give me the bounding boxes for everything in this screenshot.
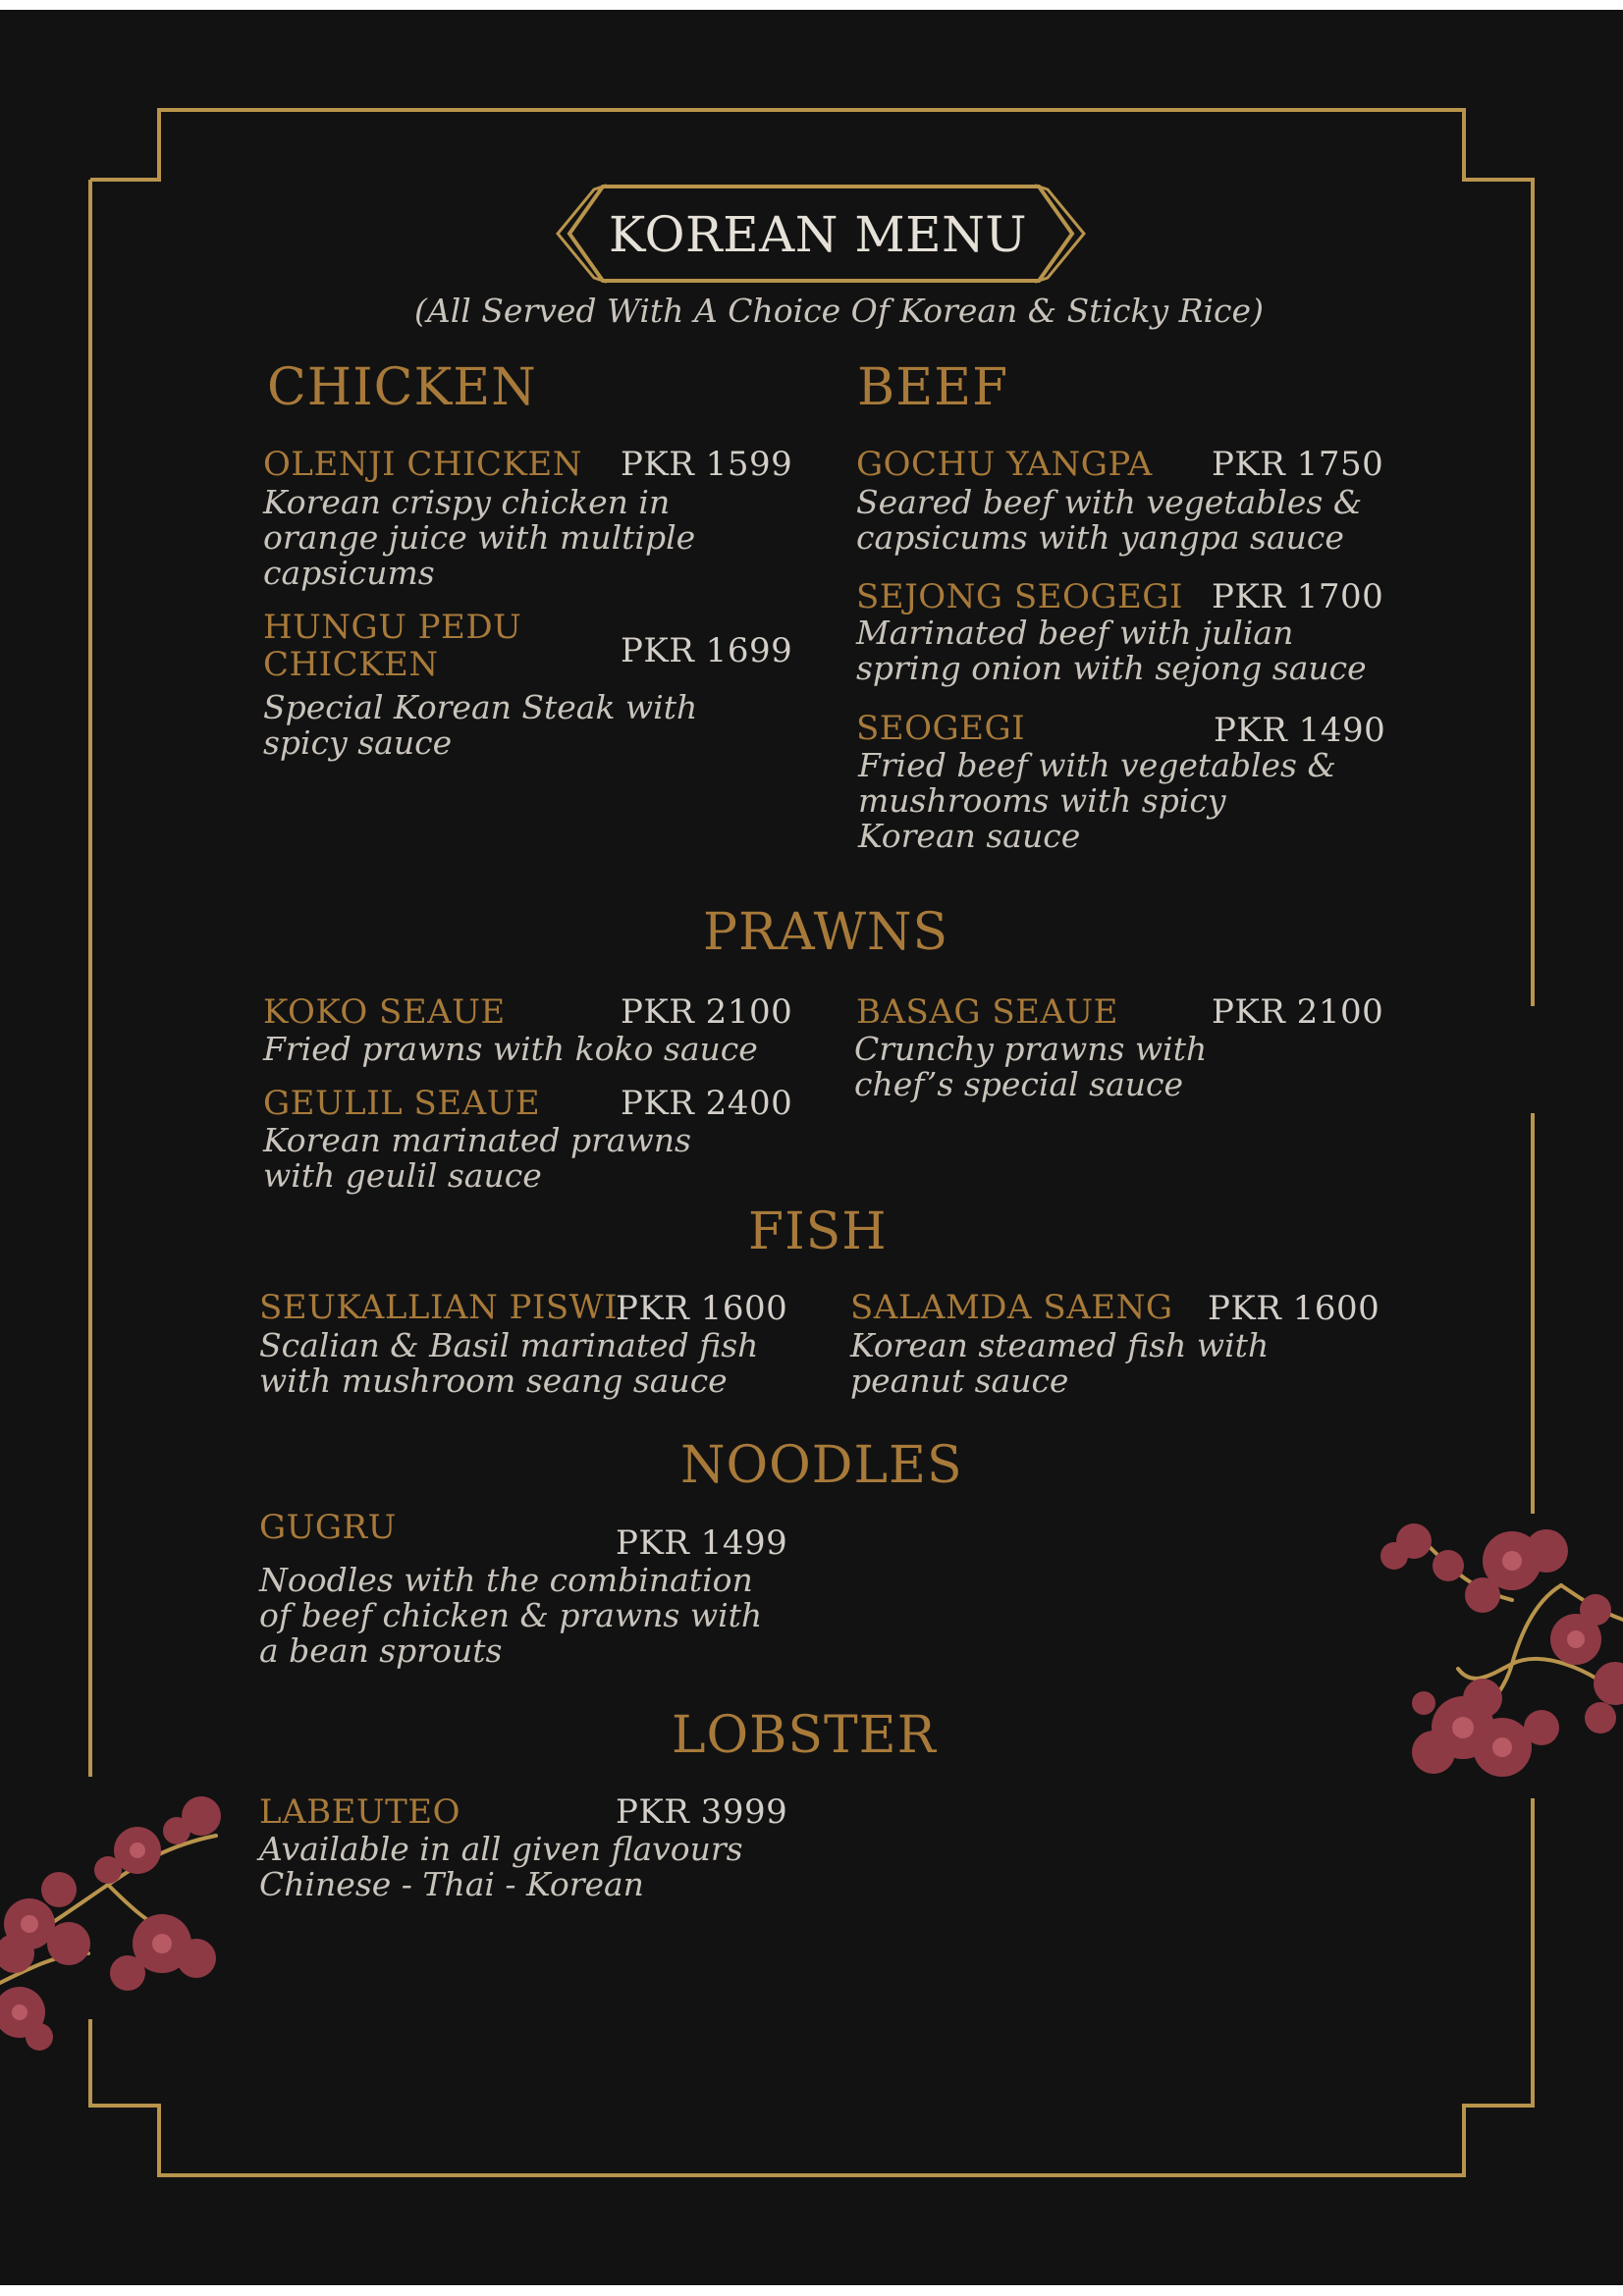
section-heading-prawns: PRAWNS — [703, 903, 949, 962]
menu-item-name: GUGRU — [259, 1508, 397, 1547]
menu-title: KOREAN MENU — [609, 206, 1027, 263]
menu-item-price: PKR 1499 — [616, 1523, 788, 1563]
menu-item-price: PKR 3999 — [616, 1792, 788, 1832]
menu-item-name: SEUKALLIAN PISWI — [259, 1288, 619, 1327]
menu-item-price: PKR 2400 — [621, 1084, 793, 1123]
menu-item-price: PKR 1699 — [621, 631, 793, 670]
menu-item-name: SEJONG SEOGEGI — [856, 577, 1183, 616]
menu-item-price: PKR 1490 — [1214, 711, 1386, 750]
section-heading-beef: BEEF — [857, 358, 1009, 417]
menu-item-description: Korean sauce — [858, 817, 1081, 855]
menu-item-name: SEOGEGI — [856, 709, 1026, 748]
menu-item-price: PKR 2100 — [621, 992, 793, 1032]
menu-item-description: Korean crispy chicken in orange juice with multiple capsicums — [263, 483, 696, 592]
menu-item-price: PKR 1599 — [621, 445, 793, 484]
menu-item-price: PKR 2100 — [1212, 992, 1384, 1032]
menu-item-name: LABEUTEO — [259, 1792, 460, 1832]
menu-item-name: HUNGU PEDU — [263, 608, 522, 647]
menu-item-description: Chinese - Thai - Korean — [259, 1865, 644, 1903]
menu-item-name: OLENJI CHICKEN — [263, 445, 582, 484]
menu-item-price: PKR 1750 — [1212, 445, 1384, 484]
section-heading-noodles: NOODLES — [680, 1436, 963, 1495]
menu-item-description: Scalian & Basil marinated fish with mushroom seang sauce — [259, 1326, 759, 1400]
menu-item-description: Available in all given flavours — [259, 1830, 743, 1868]
section-heading-lobster: LOBSTER — [672, 1706, 937, 1765]
menu-item-name: CHICKEN — [263, 645, 439, 684]
menu-page — [0, 10, 1623, 2285]
section-heading-chicken: CHICKEN — [267, 358, 537, 417]
menu-item-description: Special Korean Steak with spicy sauce — [263, 688, 698, 762]
menu-item-description: Korean marinated prawns with geulil sauce — [263, 1121, 691, 1195]
menu-item-price: PKR 1700 — [1212, 577, 1384, 616]
cherry-blossom-branch-left-icon — [0, 1796, 236, 2052]
gold-frame — [0, 10, 1623, 2285]
menu-item-description: Fried beef with vegetables & — [858, 746, 1336, 784]
menu-item-price: PKR 1600 — [616, 1289, 788, 1328]
menu-item-description: Seared beef with vegetables & capsicums with yangpa sauce — [856, 483, 1363, 557]
menu-item-description: Crunchy prawns with chef’s special sauce — [854, 1030, 1208, 1103]
menu-item-description: mushrooms with spicy — [858, 781, 1226, 820]
menu-item-name: SALAMDA SAENG — [850, 1288, 1173, 1327]
menu-item-name: KOKO SEAUE — [263, 992, 506, 1032]
menu-item-description: Marinated beef with julian spring onion with sejong sauce — [856, 614, 1367, 687]
menu-subtitle: (All Served With A Choice Of Korean & Sticky Rice) — [414, 292, 1264, 330]
menu-item-name: GEULIL SEAUE — [263, 1084, 541, 1123]
menu-item-name: GOCHU YANGPA — [856, 445, 1153, 484]
menu-item-description: Noodles with the combination of beef chicken & prawns with a bean sprouts — [259, 1561, 763, 1670]
menu-item-name: BASAG SEAUE — [856, 992, 1118, 1032]
menu-item-price: PKR 1600 — [1208, 1289, 1380, 1328]
section-heading-fish: FISH — [748, 1202, 888, 1261]
menu-item-description: Fried prawns with koko sauce — [263, 1030, 758, 1068]
cherry-blossom-branch-right-icon — [1365, 1502, 1623, 1796]
menu-item-description: Korean steamed fish with peanut sauce — [850, 1326, 1270, 1400]
